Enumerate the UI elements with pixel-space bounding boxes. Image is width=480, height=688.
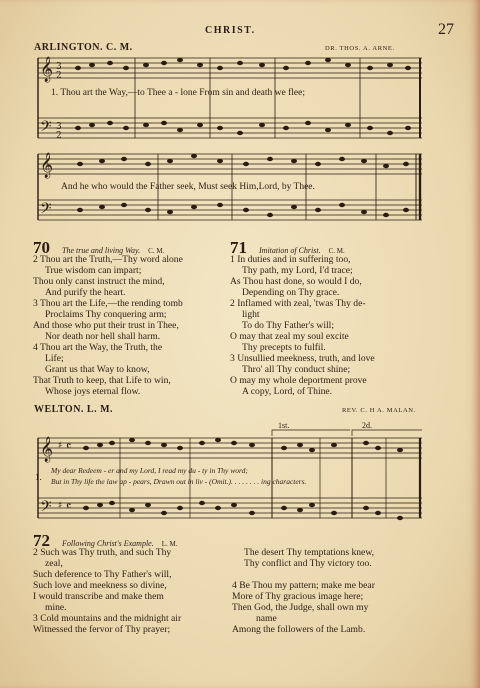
hymn-72-line: Such love and meekness so divine, — [33, 580, 167, 591]
hymn-71-line: A copy, Lord, of Thine. — [242, 386, 333, 397]
svg-text:𝄢: 𝄢 — [40, 118, 52, 139]
hymn-71-line: Thro' all Thy conduct shine; — [242, 364, 351, 375]
lyrics-arlington-line-2: And he who would the Father seek, Must seek Him,Lord, by Thee. — [61, 182, 315, 192]
hymn-72-line: Such deference to Thy Father's will, — [33, 569, 172, 580]
lyrics-arlington-line-1: 1. Thou art the Way,—to Thee a - lone From sin and death we flee; — [51, 88, 305, 98]
hymn-72-line: Witnessed the fervor of Thy prayer; — [33, 624, 171, 635]
hymn-71-line: light — [242, 309, 260, 320]
second-ending-label: 2d. — [362, 421, 372, 430]
hymn-72-line: 3 Cold mountains and the midnight air — [33, 613, 182, 624]
hymn-70-line: Whose joys eternal flow. — [45, 386, 141, 397]
hymn-71-line: To do Thy Father's will; — [242, 320, 335, 331]
hymn-72-title: Following Christ's Example. — [62, 539, 154, 548]
hymn-72-meter: L. M. — [161, 540, 178, 548]
lyrics-welton-line-2: But in Thy life the law ap - pears, Drawn out in liv - (Omit.). . . . . . . . ing characters. — [51, 477, 307, 486]
svg-text:♯: ♯ — [58, 501, 63, 511]
hymn-72-line: name — [256, 613, 277, 624]
hymn-71-line: As Thou hast done, so would I do, — [230, 276, 362, 287]
hymn-72-line: I would transcribe and make them — [33, 591, 164, 602]
svg-text:2: 2 — [56, 71, 62, 81]
hymn-70-title: The true and living Way. — [62, 246, 141, 255]
hymn-71-line: O may that zeal my soul excite — [230, 331, 349, 342]
hymn-70-line: 2 Thou art the Truth,—Thy word alone — [33, 254, 183, 265]
hymn-70-line: 3 Thou art the Life,—the rending tomb — [33, 298, 183, 309]
hymn-70-meter: C. M. — [148, 247, 165, 255]
svg-text:𝄴: 𝄴 — [66, 499, 72, 513]
hymn-72-line: Thy conflict and Thy victory too. — [244, 558, 372, 569]
hymn-70-line: Thou only canst instruct the mind, — [33, 276, 165, 287]
welton-verse-marker: 1. — [35, 472, 42, 482]
svg-text:𝄢: 𝄢 — [40, 498, 52, 519]
hymn-72-line: 2 Such was Thy truth, and such Thy — [33, 547, 172, 558]
hymn-72-line: zeal, — [45, 558, 63, 569]
tune-name-welton: WELTON. L. M. — [34, 404, 114, 415]
hymn-70-line: And those who put their trust in Thee, — [33, 320, 179, 331]
hymn-71-text — [230, 254, 375, 397]
hymn-71-line: 2 Inflamed with zeal, 'twas Thy de- — [230, 298, 366, 309]
svg-text:𝄞: 𝄞 — [40, 153, 54, 178]
music-staff-arlington — [30, 54, 430, 234]
hymn-72-line: mine. — [45, 602, 67, 613]
hymn-71-line: 3 Unsullied meekness, truth, and love — [230, 353, 375, 364]
page-number: 27 — [438, 21, 454, 38]
hymn-71-meter: C. M. — [328, 247, 345, 255]
hymn-70-line: Life; — [45, 353, 64, 364]
hymn-71-line: Thy precepts to fulfil. — [242, 342, 326, 353]
hymn-70-number: 70 — [33, 238, 50, 257]
hymn-70-line: Nor death nor hell shall harm. — [45, 331, 161, 342]
hymn-70-line: Proclaims Thy conquering arm; — [45, 309, 167, 320]
hymn-71-line: Thy path, my Lord, I'd trace; — [242, 265, 353, 276]
hymn-72-text-left — [33, 547, 181, 635]
hymn-70-text — [33, 254, 183, 397]
hymn-71-title: Imitation of Christ. — [259, 246, 321, 255]
hymn-72-line: Then God, the Judge, shall own my — [232, 602, 369, 613]
hymn-71-line: Depending on Thy grace. — [242, 287, 340, 298]
hymn-70-line: Grant us that Way to know, — [45, 364, 150, 375]
hymn-70-line: That Truth to keep, that Life to win, — [33, 375, 171, 386]
svg-text:𝄞: 𝄞 — [40, 437, 54, 462]
svg-text:2: 2 — [56, 131, 62, 141]
lyrics-welton-line-1: My dear Redeem - er and my Lord, I read my du - ty in Thy word; — [51, 466, 248, 475]
hymn-71-line: O may my whole deportment prove — [230, 375, 367, 386]
svg-text:3: 3 — [56, 62, 62, 72]
hymn-72-text-right — [232, 547, 375, 635]
composer-arlington: DR. THOS. A. ARNE. — [325, 45, 395, 52]
hymn-72-line: Among the followers of the Lamb. — [232, 624, 366, 635]
hymn-70-line: True wisdom can impart; — [45, 265, 142, 276]
svg-text:3: 3 — [56, 122, 62, 132]
svg-text:𝄢: 𝄢 — [40, 200, 52, 221]
hymn-70-line: And purify the heart. — [45, 287, 126, 298]
svg-text:𝄴: 𝄴 — [66, 439, 72, 453]
hymn-72-number: 72 — [33, 531, 50, 550]
svg-text:♯: ♯ — [58, 441, 63, 451]
tune-name-arlington: ARLINGTON. C. M. — [34, 42, 133, 53]
hymn-72-line: The desert Thy temptations knew, — [244, 547, 375, 558]
hymn-70-line: 4 Thou art the Way, the Truth, the — [33, 342, 163, 353]
hymn-72-line: 4 Be Thou my pattern; make me bear — [232, 580, 375, 591]
hymn-71-number: 71 — [230, 238, 247, 257]
svg-text:𝄞: 𝄞 — [40, 57, 54, 82]
composer-welton: REV. C. H A. MALAN. — [342, 407, 416, 414]
page-header-title: CHRIST. — [205, 25, 256, 36]
hymn-72-line: More of Thy gracious image here; — [232, 591, 364, 602]
hymn-71-line: 1 In duties and in suffering too, — [230, 254, 351, 265]
first-ending-label: 1st. — [278, 421, 290, 430]
